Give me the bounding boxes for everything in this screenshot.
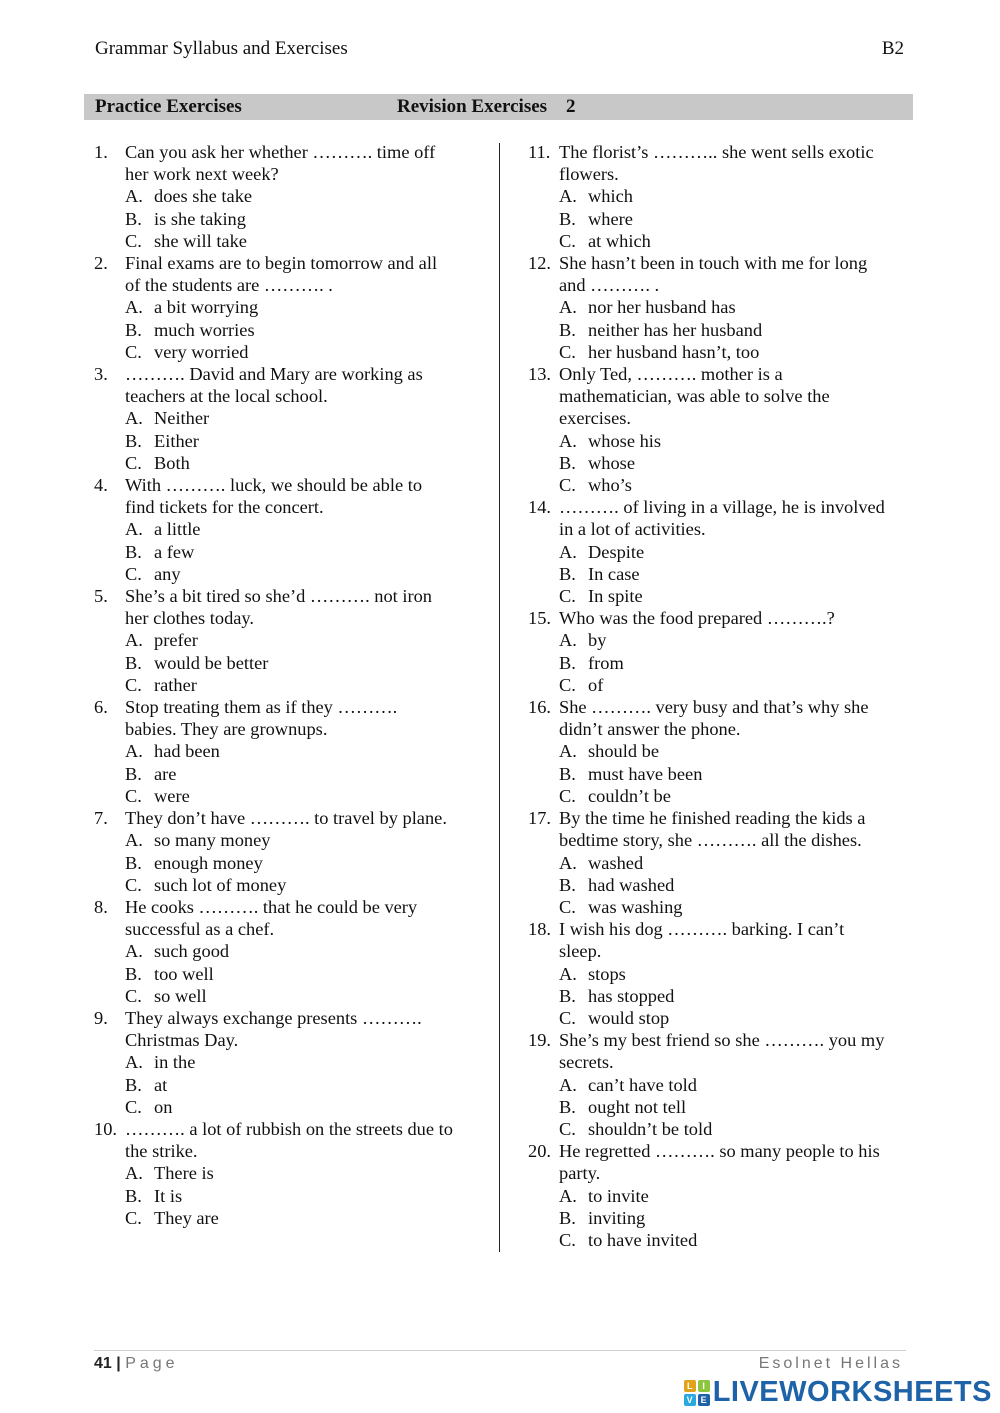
answer-option[interactable] [559,541,913,563]
answer-option[interactable] [125,674,484,696]
question-number: 19. [528,1030,551,1051]
option-text: Neither [154,408,210,429]
option-letter: A. [559,186,577,207]
question-text-line: Who was the food prepared ……….? [559,608,835,629]
option-text: a little [154,519,201,540]
option-letter: B. [125,652,142,673]
answer-option[interactable] [125,963,484,985]
option-letter: A. [559,741,577,762]
publisher-name: Esolnet Hellas [758,1355,903,1372]
option-letter: B. [559,452,576,473]
option-text: Both [154,452,190,473]
question-text-line: didn’t answer the phone. [559,719,741,740]
option-letter: A. [559,963,577,984]
revision-exercises-heading: Revision Exercises 2 [397,96,576,117]
option-letter: C. [125,674,142,695]
answer-option[interactable] [559,1229,913,1251]
option-text: where [588,208,633,229]
option-letter: C. [125,341,142,362]
option-text: by [588,630,607,651]
answer-option[interactable] [559,629,913,651]
option-letter: C. [559,1118,576,1139]
option-text: They are [154,1207,219,1228]
option-letter: B. [559,874,576,895]
liveworksheets-logo-icon [684,1380,710,1406]
answer-option[interactable] [125,829,484,851]
question-4 [94,474,484,585]
option-letter: A. [559,1074,577,1095]
answer-option[interactable] [125,518,484,540]
option-letter: A. [559,297,577,318]
option-letter: C. [125,985,142,1006]
answer-option[interactable] [125,1207,484,1229]
logo-icon-tile: L [684,1380,696,1392]
answer-option[interactable] [559,585,913,607]
question-text-line: She’s a bit tired so she’d ………. not iron [125,586,432,607]
option-text: had been [154,741,220,762]
question-9 [94,1007,484,1118]
question-number: 3. [94,364,108,385]
option-letter: A. [125,1052,143,1073]
option-text: on [154,1096,173,1117]
question-text-line: bedtime story, she ………. all the dishes. [559,830,862,851]
option-text: whose [588,452,635,473]
question-text-line: Can you ask her whether ………. time off [125,142,436,162]
page-separator: | [116,1355,121,1372]
answer-option[interactable] [125,430,484,452]
option-text: neither has her husband [588,319,763,340]
section-band [84,94,913,120]
answer-option[interactable] [125,740,484,762]
answer-option[interactable] [559,1207,913,1229]
option-text: to invite [588,1185,649,1206]
question-number: 14. [528,497,551,518]
page-number-footer [94,1355,179,1373]
option-text: must have been [588,763,703,784]
question-text-line: babies. They are grownups. [125,719,328,740]
question-16 [528,696,913,807]
option-text: so many money [154,830,271,851]
option-letter: B. [125,1074,142,1095]
question-1 [94,141,484,252]
answer-option[interactable] [125,1051,484,1073]
question-text-line: exercises. [559,408,631,429]
option-text: couldn’t be [588,785,671,806]
level-label: B2 [881,38,904,59]
option-letter: C. [559,785,576,806]
answer-option[interactable] [125,452,484,474]
page-number: 41 [94,1355,112,1372]
answer-option[interactable] [125,1162,484,1184]
question-text-line: find tickets for the concert. [125,497,324,518]
answer-option[interactable] [559,1185,913,1207]
answer-option[interactable] [559,785,913,807]
question-text-line: in a lot of activities. [559,519,706,540]
option-text: at [154,1074,168,1095]
question-13 [528,363,913,496]
option-letter: A. [559,541,577,562]
option-letter: C. [125,452,142,473]
practice-exercises-heading: Practice Exercises [95,96,242,117]
question-5 [94,585,484,696]
option-letter: C. [559,1229,576,1250]
question-text-line: flowers. [559,164,619,185]
question-text-line: successful as a chef. [125,919,275,940]
option-text: whose his [588,430,662,451]
question-text-line: They always exchange presents ………. [125,1007,422,1028]
question-text-line: of the students are ………. . [125,275,333,296]
option-letter: A. [559,630,577,651]
option-letter: A. [125,830,143,851]
option-text: her husband hasn’t, too [588,341,760,362]
answer-option[interactable] [559,452,913,474]
question-20 [528,1140,913,1251]
question-8 [94,896,484,1007]
question-number: 6. [94,697,108,718]
question-number: 7. [94,808,108,829]
option-text: enough money [154,852,263,873]
question-text-line: and ………. . [559,275,660,296]
question-text-line: secrets. [559,1052,614,1073]
question-text-line: She ………. very busy and that’s why she [559,697,869,718]
question-text-line: ………. of living in a village, he is involved [559,497,885,518]
question-text-line: He regretted ………. so many people to his [559,1141,880,1162]
option-letter: A. [125,519,143,540]
question-number: 8. [94,896,108,917]
option-letter: A. [125,186,143,207]
option-text: Either [154,430,199,451]
question-number: 10. [94,1118,117,1139]
option-letter: C. [559,230,576,251]
option-letter: C. [559,341,576,362]
answer-option[interactable] [125,185,484,207]
option-text: very worried [154,341,249,362]
answer-option[interactable] [125,563,484,585]
option-text: It is [154,1185,183,1206]
option-letter: A. [559,430,577,451]
option-text: inviting [588,1207,646,1228]
option-text: such lot of money [154,874,287,895]
option-letter: B. [559,1096,576,1117]
question-10 [94,1118,484,1229]
question-number: 2. [94,253,108,274]
option-letter: C. [559,896,576,917]
option-letter: C. [125,230,142,251]
option-text: too well [154,963,214,984]
option-letter: C. [125,785,142,806]
option-text: at which [588,230,651,251]
option-text: shouldn’t be told [588,1118,713,1139]
answer-option[interactable] [125,230,484,252]
option-text: rather [154,674,197,695]
answer-option[interactable] [125,763,484,785]
option-text: to have invited [588,1229,698,1250]
option-letter: B. [559,563,576,584]
option-text: were [154,785,190,806]
right-question-column [528,141,913,1251]
option-letter: B. [125,763,142,784]
option-letter: C. [559,1007,576,1028]
option-letter: B. [559,985,576,1006]
option-letter: C. [559,475,576,496]
question-7 [94,807,484,896]
answer-option[interactable] [559,985,913,1007]
option-text: is she taking [154,208,246,229]
answer-option[interactable] [559,740,913,762]
option-letter: A. [125,941,143,962]
liveworksheets-logo-text: LIVEWORKSHEETS [712,1376,992,1408]
option-text: a few [154,541,195,562]
option-text: There is [154,1163,214,1184]
question-11 [528,141,913,252]
question-3 [94,363,484,474]
option-text: much worries [154,319,255,340]
option-letter: B. [559,319,576,340]
answer-option[interactable] [559,874,913,896]
question-text-line: With ………. luck, we should be able to [125,475,423,496]
option-text: stops [588,963,626,984]
option-letter: B. [125,208,142,229]
option-text: nor her husband has [588,297,736,318]
question-19 [528,1029,913,1140]
answer-option[interactable] [559,296,913,318]
answer-option[interactable] [559,652,913,674]
answer-option[interactable] [125,874,484,896]
question-text-line: The florist’s ……….. she went sells exotic [559,142,874,162]
left-question-column [94,141,484,1229]
option-letter: C. [125,874,142,895]
answer-option[interactable] [125,341,484,363]
question-17 [528,807,913,918]
question-number: 16. [528,697,551,718]
answer-option[interactable] [125,319,484,341]
option-letter: B. [559,763,576,784]
option-letter: A. [125,741,143,762]
answer-option[interactable] [125,940,484,962]
question-14 [528,496,913,607]
option-text: In case [588,563,640,584]
page-word: Page [125,1355,179,1372]
question-text-line: They don’t have ………. to travel by plane. [125,808,447,829]
answer-option[interactable] [559,674,913,696]
option-text: ought not tell [588,1096,687,1117]
answer-option[interactable] [125,785,484,807]
option-text: washed [588,852,644,873]
answer-option[interactable] [125,407,484,429]
answer-option[interactable] [559,852,913,874]
option-text: so well [154,985,207,1006]
answer-option[interactable] [125,629,484,651]
question-text-line: Final exams are to begin tomorrow and all [125,253,438,274]
option-letter: A. [559,1185,577,1206]
option-text: would be better [154,652,269,673]
option-text: In spite [588,586,643,607]
option-text: does she take [154,186,253,207]
option-text: has stopped [588,985,675,1006]
option-text: in the [154,1052,196,1073]
option-text: she will take [154,230,247,251]
question-number: 20. [528,1141,551,1162]
answer-option[interactable] [125,541,484,563]
answer-option[interactable] [559,1096,913,1118]
answer-option[interactable] [559,230,913,252]
question-text-line: sleep. [559,941,602,962]
column-divider [499,143,500,1252]
question-6 [94,696,484,807]
question-text-line: her work next week? [125,164,279,185]
logo-icon-tile: V [684,1394,696,1406]
liveworksheets-logo [684,1376,992,1409]
answer-option[interactable] [125,296,484,318]
question-text-line: She’s my best friend so she ………. you my [559,1030,885,1051]
option-text: of [588,674,604,695]
question-number: 12. [528,253,551,274]
answer-option[interactable] [559,341,913,363]
question-number: 4. [94,475,108,496]
option-text: are [154,763,177,784]
option-letter: B. [125,430,142,451]
answer-option[interactable] [125,1074,484,1096]
answer-option[interactable] [559,1007,913,1029]
option-text: which [588,186,633,207]
option-text: had washed [588,874,675,895]
option-letter: B. [559,208,576,229]
option-text: can’t have told [588,1074,697,1095]
option-text: who’s [588,475,632,496]
option-text: should be [588,741,660,762]
question-text-line: mathematician, was able to solve the [559,386,830,407]
option-text: prefer [154,630,198,651]
answer-option[interactable] [559,563,913,585]
option-letter: B. [125,541,142,562]
question-number: 18. [528,919,551,940]
question-text-line: Only Ted, ………. mother is a [559,364,783,385]
option-letter: B. [559,1207,576,1228]
question-text-line: party. [559,1163,601,1184]
logo-icon-tile: I [698,1380,710,1392]
answer-option[interactable] [559,185,913,207]
question-text-line: By the time he finished reading the kids a [559,808,866,829]
question-text-line: Christmas Day. [125,1030,239,1051]
question-18 [528,918,913,1029]
answer-option[interactable] [559,474,913,496]
question-text-line: the strike. [125,1141,198,1162]
answer-option[interactable] [559,208,913,230]
question-text-line: She hasn’t been in touch with me for long [559,253,868,274]
logo-icon-tile: E [698,1394,710,1406]
option-letter: B. [559,652,576,673]
question-text-line: her clothes today. [125,608,255,629]
option-text: such good [154,941,230,962]
question-text-line: He cooks ………. that he could be very [125,896,418,917]
answer-option[interactable] [559,896,913,918]
option-text: was washing [588,896,683,917]
option-letter: B. [125,852,142,873]
answer-option[interactable] [559,319,913,341]
option-letter: C. [125,1207,142,1228]
option-letter: B. [125,319,142,340]
answer-option[interactable] [559,963,913,985]
option-letter: A. [125,297,143,318]
answer-option[interactable] [125,652,484,674]
option-letter: B. [125,963,142,984]
question-number: 15. [528,608,551,629]
option-text: from [588,652,624,673]
option-letter: A. [125,408,143,429]
question-text-line: ………. David and Mary are working as [125,364,423,385]
option-letter: A. [125,1163,143,1184]
option-letter: C. [125,1096,142,1117]
answer-option[interactable] [559,1118,913,1140]
option-letter: C. [125,563,142,584]
question-number: 11. [528,142,551,162]
answer-option[interactable] [125,1185,484,1207]
question-15 [528,607,913,696]
footer-rule [94,1350,906,1351]
answer-option[interactable] [125,208,484,230]
question-number: 9. [94,1007,108,1028]
question-number: 1. [94,142,108,162]
question-number: 17. [528,808,551,829]
question-text-line: I wish his dog ………. barking. I can’t [559,919,845,940]
option-letter: C. [559,674,576,695]
answer-option[interactable] [559,763,913,785]
question-12 [528,252,913,363]
answer-option[interactable] [125,1096,484,1118]
answer-option[interactable] [559,1074,913,1096]
question-number: 13. [528,364,551,385]
question-2 [94,252,484,363]
option-letter: A. [559,852,577,873]
option-text: a bit worrying [154,297,259,318]
question-text-line: Stop treating them as if they ………. [125,697,398,718]
question-text-line: ………. a lot of rubbish on the streets due to [125,1118,453,1139]
option-text: any [154,563,181,584]
answer-option[interactable] [125,985,484,1007]
option-text: Despite [588,541,645,562]
answer-option[interactable] [125,852,484,874]
option-letter: C. [559,586,576,607]
question-number: 5. [94,586,108,607]
document-title: Grammar Syllabus and Exercises [95,38,348,59]
question-text-line: teachers at the local school. [125,386,328,407]
option-letter: A. [125,630,143,651]
answer-option[interactable] [559,430,913,452]
option-letter: B. [125,1185,142,1206]
option-text: would stop [588,1007,670,1028]
